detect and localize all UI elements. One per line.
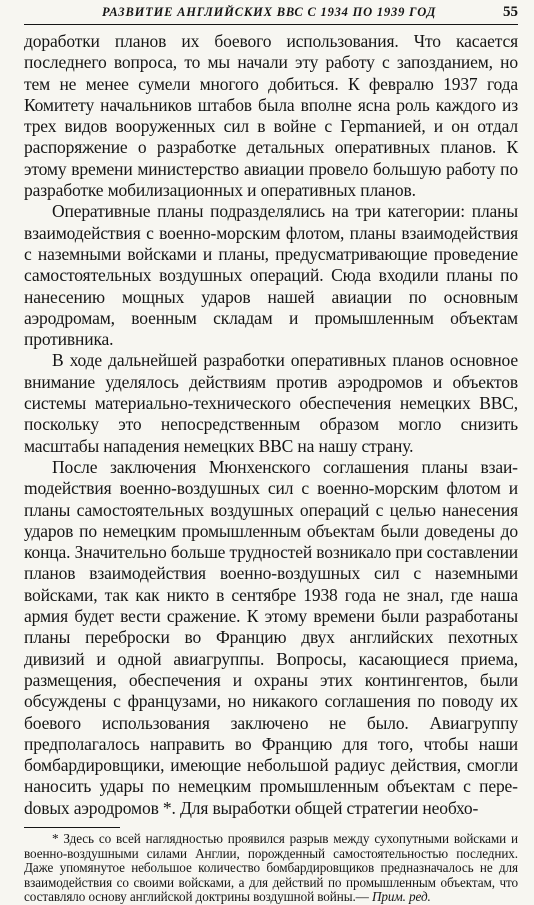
paragraph-munich-agreement: После заключения Мюнхенского соглашения планы взаиmодействия военно-воздушных сил с военно-морским флотом и планы самостоятельных воздушных операций с целью нанесения ударов по немецким промышленным объектам были доведены до конца. Значительно больше трудностей возникало при составлении планов взаимодействия военно-воздушных сил с наземными войсками, так как никто в сентябре 1938 года не знал, где наша армия будет вести сражение. К этому времени были разработаны планы переброски во Францию двух английских пехотных дивизий и одной авиагруппы. Вопросы, касающиеся приема, размещения, обеспечения и охраны этих контингентов, были обсуждены с французами, но никакого соглашения по поводу их боевого использования заключено не было. Авиагруппу предполагалось направить во Францию для того, чтобы наши бомбардировщики, имеющие небольшой радиус действия, смогли наносить удары по немецким промышленным объектам с переdовых аэродромов *. Для выработки общей стратегии необхо- [24, 456, 518, 818]
paragraph-operational-plans: Оперативные планы подразделялись на три категории: планы взаимодействия с военно-морским флотом, планы взаимодействия с наземными войсками и планы, предусматривающие проведение самостоятельных воздушных операций. Сюда входили планы по нанесению мощных ударов нашей авиации по основным аэродромам, военным складам и промышленным объектам противника. [24, 201, 518, 350]
paragraph-continuation: доработки планов их боевого использования. Что касается последнего вопроса, то мы начали эту работу с запозданием, но тем не менее сумели многого добиться. К февралю 1937 года Комитету начальников штабов была вполне ясна роль каждого из трех видов вооруженных сил в войне с Герmанией, и он отдал распоряжение о разработке детальных оперативных планов. К этому времени министерство авиации провело большую работу по разработке мобилизационных и оперативных планов. [24, 31, 518, 201]
running-title: РАЗВИТИЕ АНГЛИЙСКИХ ВВС С 1934 ПО 1939 ГОД [102, 5, 437, 19]
footnote-marker: * [52, 830, 59, 846]
footnote-divider [24, 827, 120, 828]
footnote [24, 832, 518, 905]
body-text [24, 31, 518, 819]
page-number: 55 [503, 4, 518, 20]
footnote-text: Здесь со всей наглядностью проявился разрыв между сухопутными войсками и военно-воздушными силами Англии, порожденный самостоятельностью последних. Даже упомянутое небольшое количество бомбардировщиков предназначалось не для взаимодействия со своими войсками, а для действий по промышленным объектам, что составляло основу английской доктрины воздушной войны.— [24, 830, 518, 905]
page-header [24, 4, 518, 25]
paragraph-airfield-targets: В ходе дальнейшей разработки оперативных планов основное внимание уделялось действиям против аэродромов и объектов системы материально-технического обеспечения немецких ВВС, поскольку это непосредственным образом могло снизить масштабы нападения немецких ВВС на нашу страну. [24, 350, 518, 456]
editor-note: Прим. ред. [371, 889, 431, 905]
